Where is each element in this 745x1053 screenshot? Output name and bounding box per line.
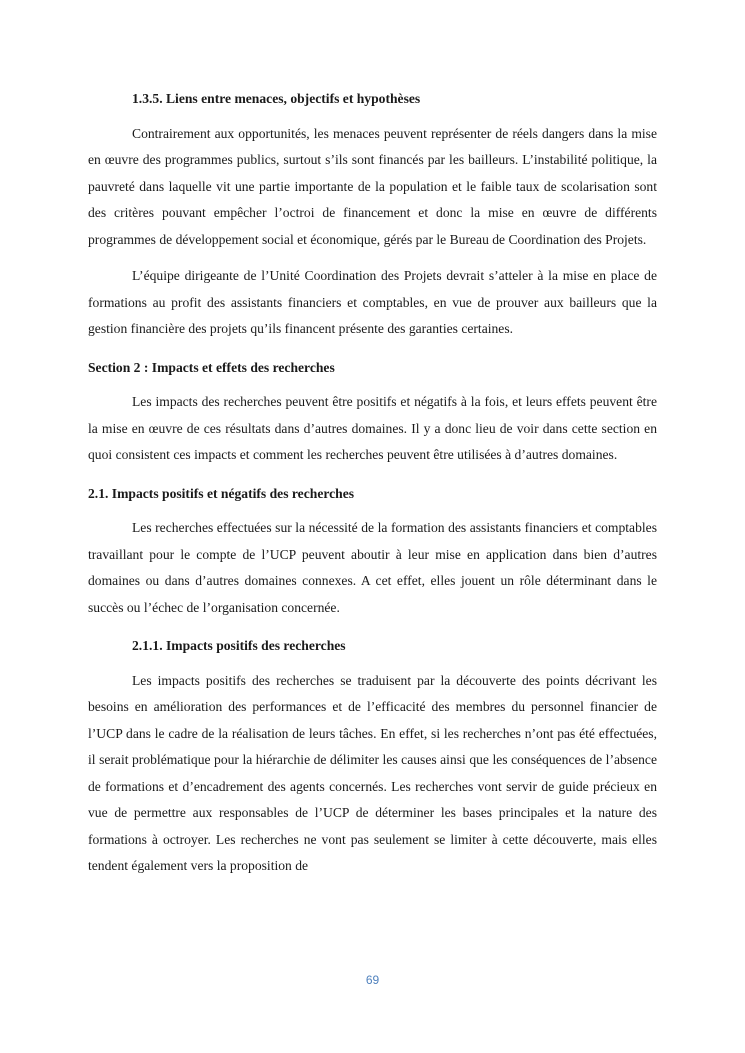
section-2-heading: Section 2 : Impacts et effets des recherches: [88, 359, 335, 375]
page-body: [88, 86, 657, 880]
paragraph-impacts-positifs: Les impacts positifs des recherches se traduisent par la découverte des points décrivant les besoins en amélioration des performances et de l’efficacité des membres du personnel financier de l’UCP dans le cadre de la réalisation de leurs tâches. En effet, si les recherches n’ont pas été effectuées, il serait problématique pour la hiérarchie de délimiter les causes ainsi que les conséquences de l’absence de formations et d’encadrement des agents concernés. Les recherches vont servir de guide précieux en vue de permettre aux responsables de l’UCP de déterminer les bases principales et la nature des formations à octroyer. Les recherches ne vont pas seulement se limiter à cette découverte, mais elles tendent également vers la proposition de: [88, 672, 657, 873]
paragraph-menaces: Contrairement aux opportunités, les menaces peuvent représenter de réels dangers dans la mise en œuvre des programmes publics, surtout s’ils sont financés par les bailleurs. L’instabilité politique, la pauvreté dans laquelle vit une partie importante de la population et le faible taux de scolarisation sont des critères pouvant empêcher l’octroi de financement et donc la mise en œuvre de différents programmes de développement social et économique, gérés par le Bureau de Coordination des Projets.: [88, 125, 657, 247]
paragraph-recherches-effectuees: Les recherches effectuées sur la nécessité de la formation des assistants financiers et comptables travaillant pour le compte de l’UCP peuvent aboutir à leur mise en application dans bien d’autres domaines ou dans d’autres domaines connexes. A cet effet, elles jouent un rôle déterminant dans le succès ou l’échec de l’organisation concernée.: [88, 520, 657, 615]
subsection-heading-2-1-1: 2.1.1. Impacts positifs des recherches: [132, 638, 346, 653]
paragraph-equipe-dirigeante: L’équipe dirigeante de l’Unité Coordination des Projets devrait s’atteler à la mise en place de formations au profit des assistants financiers et comptables, en vue de prouver aux bailleurs que la gestion financière des projets qu’ils financent présente des garanties certaines.: [88, 268, 657, 336]
subsection-heading-2-1: 2.1. Impacts positifs et négatifs des recherches: [88, 485, 355, 501]
paragraph-impacts-intro: Les impacts des recherches peuvent être positifs et négatifs à la fois, et leurs effets peuvent être la mise en œuvre de ces résultats dans d’autres domaines. Il y a donc lieu de voir dans cette section en quoi consistent ces impacts et comment les recherches peuvent être utilisées à d’autres domaines.: [88, 394, 657, 462]
page-number: 69: [365, 973, 380, 987]
subsection-heading-1-3-5: 1.3.5. Liens entre menaces, objectifs et hypothèses: [132, 91, 421, 106]
